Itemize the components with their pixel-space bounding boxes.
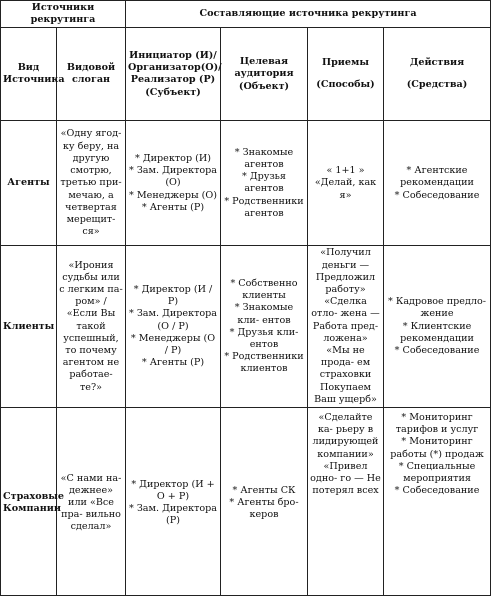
- row-slogan: «Одну ягод- ку беру, на другую смотрю, третью при- мечаю, а четвертая мерещит- ся»: [57, 121, 126, 246]
- cell-line: * Агенты бро- керов: [229, 496, 299, 521]
- cell-line: * Агенты СК: [232, 484, 296, 496]
- cell-line: * Кадровое предло- жение: [388, 296, 486, 320]
- row-actions: [384, 121, 491, 246]
- cell-line: « 1+1 »: [326, 165, 365, 177]
- row-type: Агенты: [1, 121, 57, 246]
- cell-line: * Собеседование: [394, 485, 480, 497]
- cell-line: * Директор (И): [135, 152, 211, 164]
- row-audience: [221, 121, 308, 246]
- col-header-slogan: Видовой слоган: [57, 28, 126, 121]
- col-header-audience: Целевая аудитория (Объект): [221, 28, 308, 121]
- methods-title: Приемы: [322, 57, 369, 69]
- col-header-type: Вид Источника: [1, 28, 57, 121]
- header-components: Составляющие источника рекрутинга: [126, 1, 491, 28]
- row-methods: [308, 246, 384, 408]
- actions-title: Действия: [409, 57, 465, 69]
- cell-line: «Получил деньги — Предложил работу»: [315, 247, 376, 296]
- cell-line: * Клиентские рекомендации: [400, 320, 474, 344]
- cell-line: * Зам. Директора (О): [128, 165, 218, 189]
- cell-line: * Агенты (Р): [141, 357, 205, 369]
- cell-line: * Собственно клиенты: [230, 277, 298, 302]
- row-slogan: «Ирония судьбы или с легким па- ром» / «Если Вы такой успешный, то почему агентом не работае- те?»: [57, 246, 126, 408]
- col-header-methods: [308, 28, 384, 121]
- cell-line: * Менеджеры (О / Р): [130, 332, 216, 357]
- cell-line: * Родственники агентов: [224, 195, 304, 219]
- header-sources: Источники рекрутинга: [1, 1, 126, 28]
- cell-line: * Агенты (Р): [141, 201, 205, 213]
- row-initiator: [126, 246, 221, 408]
- cell-line: * Мониторинг работы (*) продаж: [390, 436, 484, 460]
- table-subheader-row: [1, 28, 491, 121]
- table-header-row: [1, 1, 491, 28]
- row-type: Страховые Компании: [1, 408, 57, 596]
- row-methods: [308, 408, 384, 596]
- cell-line: «Мы не прода- ем страховки Покупаем Ваш ущерб»: [314, 345, 377, 405]
- cell-line: * Зам. Директора (О / Р): [128, 308, 218, 332]
- row-audience: [221, 246, 308, 408]
- row-type: Клиенты: [1, 246, 57, 408]
- cell-line: * Знакомые агентов: [234, 146, 294, 170]
- row-methods: [308, 121, 384, 246]
- actions-subtitle: (Средства): [406, 79, 468, 91]
- row-initiator: [126, 408, 221, 596]
- cell-line: * Собеседование: [394, 345, 480, 357]
- row-audience: [221, 408, 308, 596]
- cell-line: * Друзья агентов: [242, 171, 286, 195]
- methods-subtitle: (Способы): [316, 79, 375, 91]
- cell-line: * Друзья кли- ентов: [229, 326, 299, 350]
- col-header-initiator: Инициатор (И)/ Организатор(О)/ Реализатор (Р) (Субъект): [126, 28, 221, 121]
- cell-line: * Директор (И + О + Р): [131, 478, 215, 502]
- cell-line: * Менеджеры (О): [128, 189, 217, 201]
- cell-line: * Зам. Директора (Р): [128, 503, 218, 527]
- row-actions: [384, 408, 491, 596]
- cell-line: * Родственники клиентов: [224, 351, 304, 375]
- cell-line: «Делай, как я»: [314, 177, 377, 201]
- cell-line: * Директор (И / Р): [133, 284, 213, 308]
- row-initiator: [126, 121, 221, 246]
- cell-line: * Мониторинг тарифов и услуг: [395, 412, 479, 436]
- cell-line: «Привел одно- го — Не потерял всех: [310, 460, 381, 497]
- row-slogan: «С нами на- дежнее» или «Все пра- вильно сделал»: [57, 408, 126, 596]
- cell-line: «Сделка отло- жена — Работа пред- ложена»: [311, 296, 380, 344]
- cell-line: «Сделайте ка- рьеру в лидирующей компании»: [312, 412, 379, 460]
- cell-line: * Агентские рекомендации: [400, 165, 474, 189]
- cell-line: * Собеседование: [394, 189, 480, 201]
- col-header-actions: [384, 28, 491, 121]
- row-actions: [384, 246, 491, 408]
- cell-line: * Специальные мероприятия: [398, 460, 476, 485]
- cell-line: * Знакомые кли- ентов: [234, 302, 294, 326]
- table-row: [1, 121, 491, 246]
- table-row: [1, 408, 491, 596]
- table-row: [1, 246, 491, 408]
